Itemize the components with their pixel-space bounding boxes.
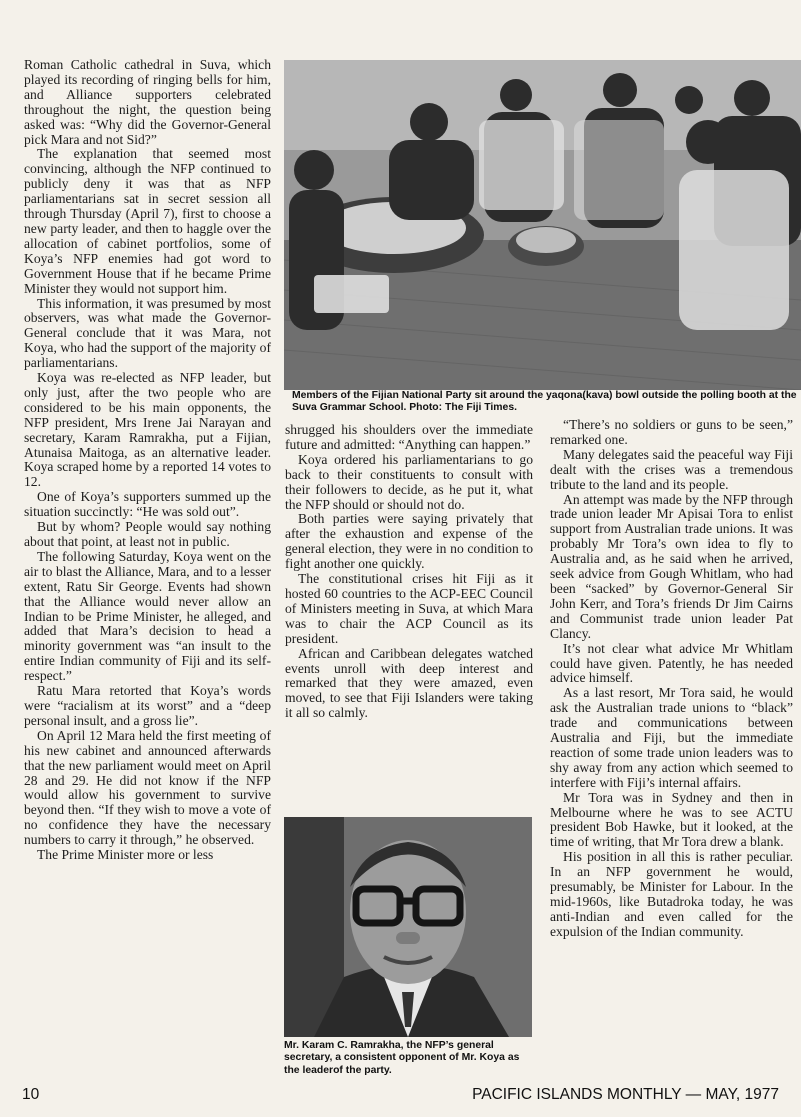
article-column-2 (285, 423, 533, 721)
photo-illustration (284, 60, 801, 390)
paragraph: Koya was re-elected as NFP leader, but only just, after the two people who are considered to be his main opponents, the NFP president, Mrs Irene Jai Narayan and secretary, Karam Ramrakha, put a Fijian, Atunaisa Maitoga, as an alternative leader. Koya scraped home by a reported 14 votes to 12. (24, 370, 271, 490)
paragraph: As a last resort, Mr Tora said, he would ask the Australian trade unions to “black” trade and communications between Australia and Fiji, but the immediate reaction of some trade union leaders was to shy away from any action which seemed to interfere with Fiji’s internal affairs. (550, 685, 793, 790)
paragraph: The constitutional crises hit Fiji as it hosted 60 countries to the ACP-EEC Council of Ministers meeting in Suva, at which Mara was to chair the ACP Council as its president. (285, 571, 533, 646)
page-number: 10 (22, 1086, 40, 1103)
paragraph: But by whom? People would say nothing about that point, at least not in public. (24, 519, 271, 549)
paragraph: Roman Catholic cathedral in Suva, which played its recording of ringing bells for him, and Alliance supporters celebrated throughout the night, the question being asked was: “Why did the Governor-General pick Mara and not Sid?” (24, 57, 271, 147)
photo-caption-top: Members of the Fijian National Party sit around the yaqona(kava) bowl outside the polling booth at the Suva Grammar School. Photo: The Fiji Times. (292, 390, 797, 414)
kava-bowl-photo (284, 60, 801, 390)
paragraph: Many delegates said the peaceful way Fiji dealt with the crises was a tremendous tribute to the land and its people. (550, 446, 793, 492)
paragraph: Ratu Mara retorted that Koya’s words were “racialism at its worst” and a “deep personal insult, and a gross lie”. (24, 683, 271, 728)
article-column-3 (550, 418, 793, 940)
paragraph: The Prime Minister more or less (37, 847, 214, 863)
paragraph: shrugged his shoulders over the immediate future and admitted: “Anything can happen.” (285, 422, 533, 452)
paragraph: One of Koya’s supporters summed up the situation succinctly: “He was sold out”. (24, 489, 271, 520)
paragraph: Koya ordered his parliamentarians to go back to their constituents to consult with their followers to decide, as he put it, what the NFP should or should not do. (285, 451, 533, 512)
photo-caption-bottom: Mr. Karam C. Ramrakha, the NFP’s general secretary, a consistent opponent of Mr. Koya as the leaderof the party. (284, 1040, 520, 1076)
paragraph: It’s not clear what advice Mr Whitlam could have given. Patently, he has needed advice himself. (550, 640, 793, 686)
paragraph: “There’s no soldiers or guns to be seen,” remarked one. (550, 417, 793, 447)
paragraph: His position in all this is rather peculiar. In an NFP government he would, presumably, be Minister for Labour. In the mid-1960s, like Butadroka today, he was anti-Indian and even called for the expulsion of the Indian community. (550, 849, 793, 939)
paragraph: An attempt was made by the NFP through trade union leader Mr Apisai Tora to enlist support from Australian trade unions. It was probably Mr Tora’s own idea to fly to Australia and, as he said when he arrived, seek advice from Gough Whitlam, who had been “sacked” by Governor-General Sir John Kerr, and Tora’s friends Dr Jim Cairns and Communist trade union leader Pat Clancy. (550, 491, 793, 641)
paragraph: The following Saturday, Koya went on the air to blast the Alliance, Mara, and to a lesser extent, Ratu Sir George. Events had shown that the Alliance would never allow an Indian to be Prime Minister, he alleged, and added that Mara’s decision to head a minority government was “an insult to the entire Indian community of Fiji and its self-respect.” (24, 548, 271, 684)
paragraph: On April 12 Mara held the first meeting of his new cabinet and announced afterwards that the new parliament would meet on April 28 and 29. He did not know if the NFP would allow his government to survive beyond then. “If they wish to move a vote of no confidence they have the necessary numbers to carry it through,” he observed. (24, 727, 271, 848)
paragraph: African and Caribbean delegates watched events unroll with deep interest and remarked that they were amazed, even moved, to see that Fiji Islanders were taking it all so calmly. (285, 645, 533, 721)
article-column-1 (24, 58, 271, 863)
paragraph: Both parties were saying privately that after the exhaustion and expense of the general election, they were in no condition to fight another one quickly. (285, 511, 533, 572)
portrait-illustration (284, 817, 532, 1037)
paragraph: Mr Tora was in Sydney and then in Melbourne where he was to see ACTU president Bob Hawke, but it looked, at the time of writing, that Mr Tora drew a blank. (550, 789, 793, 850)
ramrakha-portrait-photo (284, 817, 532, 1037)
publication-footer: PACIFIC ISLANDS MONTHLY — MAY, 1977 (472, 1086, 779, 1103)
paragraph: The explanation that seemed most convincing, although the NFP continued to publicly deny it was that as NFP parliamentarians sat in secret session all through Thursday (April 7), first to choose a new party leader, and then to haggle over the allocation of cabinet portfolios, some of Koya’s NFP enemies had got word to Government House that if he became Prime Minister they would not support him. (24, 146, 271, 296)
paragraph: This information, it was presumed by most observers, was what made the Governor-General conclude that it was Mara, not Koya, who had the support of the majority of parliamentarians. (24, 295, 271, 371)
